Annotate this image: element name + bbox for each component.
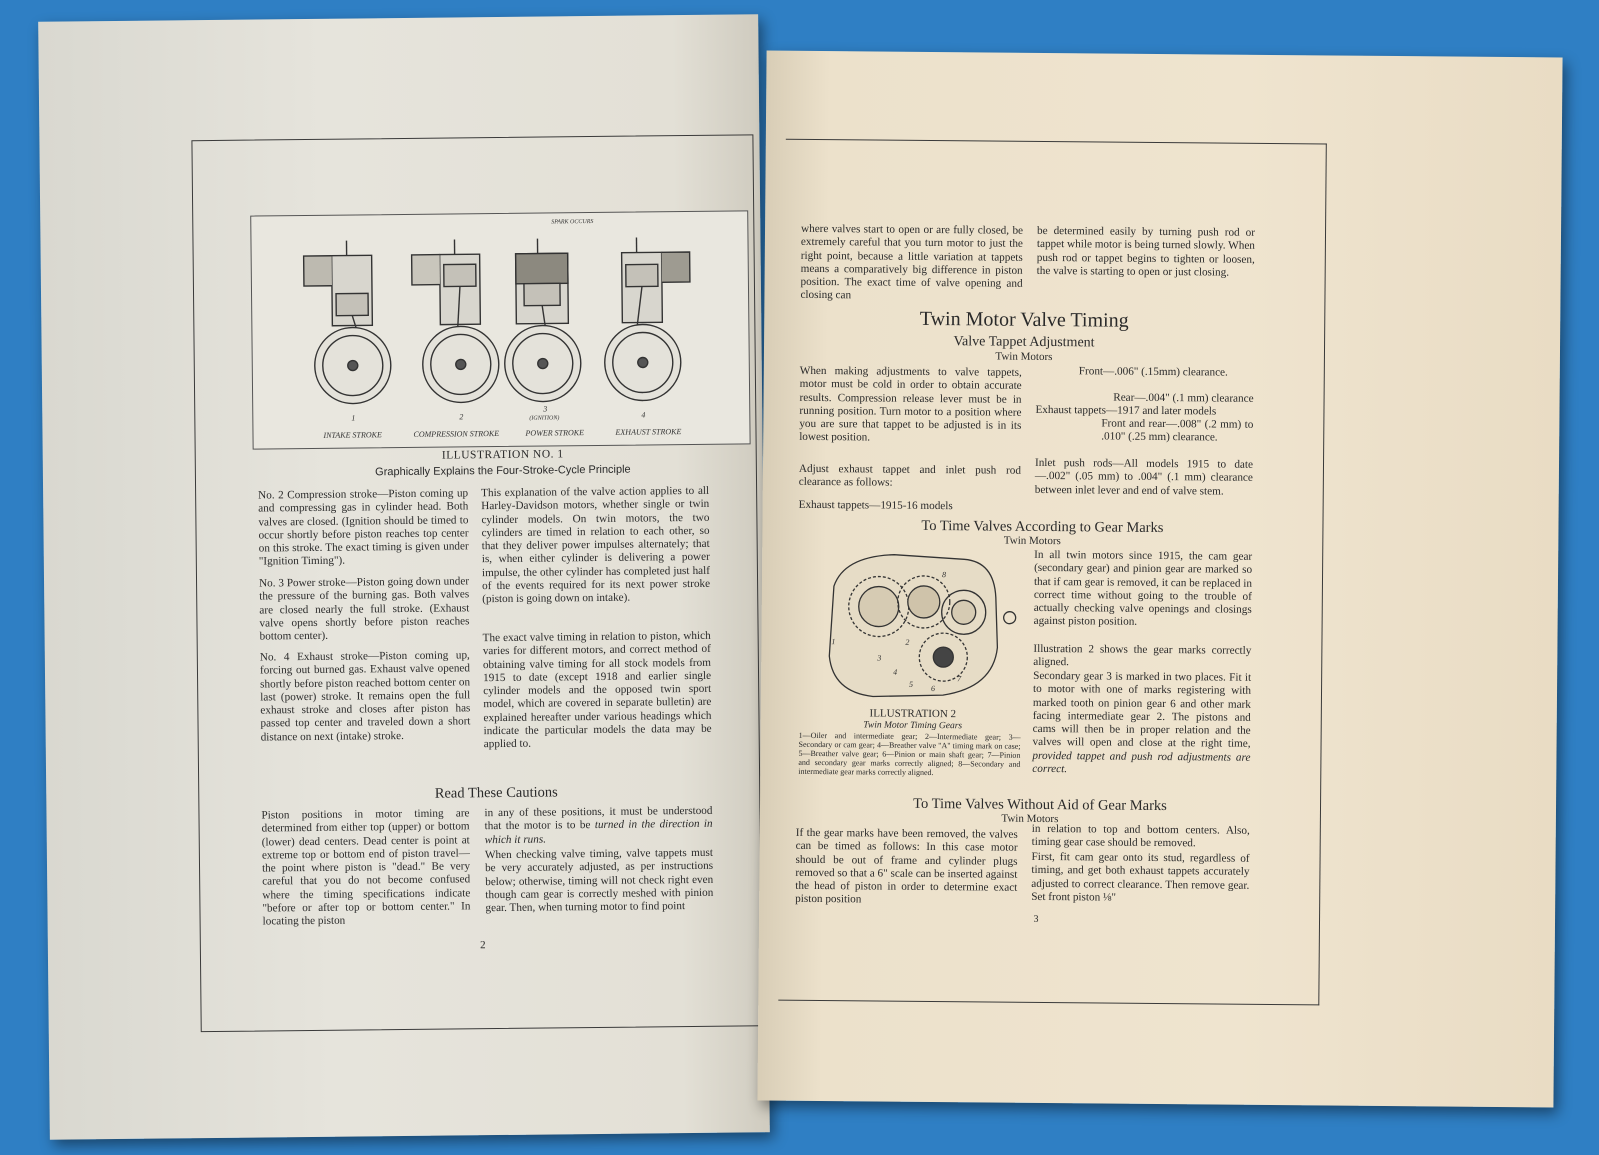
right-page [757, 51, 1562, 1108]
stroke-number-2: 2 [459, 412, 464, 422]
cautions-paragraph-1: Piston positions in motor timing are determined from either top (upper) or bottom (lower) dead centers. Dead center is point at extreme top or bottom end of piston travel—the point where piston is "dead." Be very careful that you do not become confused where the timing specifications indicate "before or after top or bottom center." In locating the piston [261, 807, 471, 928]
gear-marks-paragraph-2: Illustration 2 shows the gear marks correctly aligned. [1033, 642, 1252, 669]
gear-number-4: 4 [893, 667, 898, 677]
page-number-left: 2 [480, 939, 486, 952]
gear-marks-heading: To Time Valves According to Gear Marks [921, 517, 1164, 537]
valve-tappet-adjustment-heading: Valve Tappet Adjustment [953, 334, 1095, 351]
illustration-2-caption: 1—Oiler and intermediate gear; 2—Intermediate gear; 3—Secondary or cam gear; 4—Breather valve "A" timing mark on case; 5—Breather valve gear; 6—Pinion or main shaft gear; 7—Pinion and secondary gear marks correctly aligned; 8—Secondary and intermediate gear marks correctly aligned. [798, 730, 1021, 778]
valve-timing-paragraph: The exact valve timing in relation to piston, which varies for different motors, and correct method of obtaining valve timing for all stock models from 1915 to date (except 1918 and earlier single cylinder models and the opposed twin sport model, which are covered in separate bulletin) are explained hereafter under various headings which indicate the particular models the data may be applied to. [482, 629, 712, 751]
twin-motors-subheading: Twin Motors [995, 350, 1053, 364]
ignition-label: (IGNITION) [529, 415, 560, 422]
illustration-1-title: ILLUSTRATION NO. 1 [441, 448, 564, 462]
compression-stroke-paragraph: No. 2 Compression stroke—Piston coming up and compressing gas in cylinder head. Both valves are closed. (Ignition should be timed to occur shortly before piston reaches top center on this stroke. The exact timing is given under "Ignition Timing"). [258, 487, 469, 569]
four-stroke-drawing [251, 211, 749, 448]
rear-clearance: Rear—.004" (.1 mm) clearance [1113, 391, 1254, 405]
intake-stroke-label: INTAKE STROKE [323, 430, 382, 440]
gear-number-2: 2 [905, 637, 910, 647]
gear-number-1: 1 [831, 637, 836, 647]
gear-number-7: 7 [957, 674, 962, 684]
exhaust-tappets-1917: Exhaust tappets—1917 and later models [1035, 403, 1217, 418]
power-stroke-paragraph: No. 3 Power stroke—Piston going down under the pressure of the burning gas. Both valves are closed nearly the full stroke. (Exhaust valve opens shortly before piston reaches bottom center). [258, 575, 470, 643]
cautions-emphasis: turned in the direction in which it runs. [484, 818, 713, 846]
gear-number-5: 5 [909, 679, 914, 689]
illustration-2-subtitle: Twin Motor Timing Gears [863, 720, 963, 732]
gear-marks-paragraph-3 [1032, 670, 1251, 778]
push-rod-paragraph: be determined easily by turning push rod or tappet while motor is being turned slowly. When push rod or tappet begins to tighten or loosen, the valve is starting to open or just closing. [1036, 224, 1256, 279]
stroke-number-3: 3 [543, 404, 548, 414]
tappet-adjustment-paragraph: When making adjustments to valve tappets, motor must be cold in order to obtain accurate results. Compression release lever must be in running position. Turn motor to a position where you are sure that tappet to be adjusted is in its lowest position. [799, 364, 1022, 444]
page-number-right: 3 [1033, 913, 1039, 925]
gear-number-8: 8 [941, 570, 947, 580]
compression-stroke-label: COMPRESSION STROKE [413, 428, 500, 439]
without-gear-marks-paragraph: If the gear marks have been removed, the valves can be timed as follows: In this case motor should be out of frame and cylinder plugs removed so that a 6" scale can be inserted against the head of piston in order to determine exact piston position [795, 826, 1018, 906]
secondary-gear-text: Secondary gear 3 is marked in two places. Fit it to motor with one of marks registering with marked tooth on pinion gear 6 and other mark facing intermediate gear 2. The pistons and cams will then be in proper relation and the valves will open and close at the right time, [1032, 669, 1252, 751]
exhaust-tappet-intro: Adjust exhaust tappet and inlet push rod clearance as follows: [798, 462, 1021, 489]
stroke-number-4: 4 [641, 410, 646, 420]
valve-checking-paragraph: When checking valve timing, valve tappets must be very accurately adjusted, as per instructions below; otherwise, timing will not check right even though cam gear is correctly meshed with pinion gear. Then, when turning motor to find point [484, 846, 714, 915]
secondary-gear-emphasis: provided tappet and push rod adjustments are correct. [1032, 749, 1251, 776]
cautions-paragraph-2 [484, 805, 712, 847]
valve-action-paragraph: This explanation of the valve action applies to all Harley-Davidson motors, whether single or twin cylinder models. On twin motors, the two cylinders are timed in relation to each other, so that they deliver power impulses alternately; that is, when either cylinder is delivering a power impulse, the other cylinder has completed just half of the events required for its next power stroke (piston is going down on intake). [481, 484, 711, 606]
front-and-rear-clearance: Front and rear—.008" (.2 mm) to .010" (.25 mm) clearance. [1101, 417, 1254, 444]
illustration-2-title: ILLUSTRATION 2 [869, 707, 957, 721]
twin-motor-valve-timing-heading: Twin Motor Valve Timing [919, 307, 1129, 332]
stroke-number-1: 1 [351, 413, 356, 423]
gear-number-6: 6 [930, 684, 936, 694]
gear-number-3: 3 [877, 653, 882, 663]
without-gear-marks-subheading: Twin Motors [1001, 812, 1059, 826]
timing-gears-drawing [813, 546, 1024, 703]
exhaust-tappets-1915-16: Exhaust tappets—1915-16 models [798, 498, 953, 513]
front-clearance: Front—.006" (.15mm) clearance. [1078, 365, 1228, 379]
power-stroke-label: POWER STROKE [525, 428, 584, 438]
inlet-push-rods: Inlet push rods—All models 1915 to date —.002" (.05 mm) to .004" (.1 mm) clearance between inlet lever and end of valve stem. [1034, 456, 1254, 498]
tappet-caution-paragraph: where valves start to open or are fully closed, be extremely careful that you turn motor to just the right point, because a little variation at tappets means a comparatively big difference in piston position. The exact time of valve opening and closing can [800, 222, 1024, 302]
four-stroke-illustration [250, 210, 750, 449]
timing-gear-case-paragraph: in relation to top and bottom centers. Also, timing gear case should be removed. [1031, 822, 1250, 850]
gear-marks-paragraph-1: In all twin motors since 1915, the cam gear (secondary gear) and pinion gear are marked so that if cam gear is removed, it can be replaced in correct time without going to the trouble of actually checking valve openings and closings against piston position. [1033, 548, 1253, 629]
without-gear-marks-heading: To Time Valves Without Aid of Gear Marks [913, 795, 1167, 815]
cautions-text: in any of these positions, it must be understood that the motor is to be [484, 804, 713, 833]
exhaust-stroke-label: EXHAUST STROKE [615, 427, 682, 437]
left-page [38, 14, 770, 1139]
spark-occurs-label: SPARK OCCURS [551, 218, 594, 226]
gear-marks-subheading: Twin Motors [1003, 534, 1061, 548]
cam-gear-paragraph: First, fit cam gear onto its stud, regardless of timing, and get both exhaust tappets accurately adjusted to correct clearance. Then remove gear. Set front piston ⅛" [1031, 850, 1250, 904]
exhaust-stroke-paragraph: No. 4 Exhaust stroke—Piston coming up, forcing out burned gas. Exhaust valve opened shortly before piston reached bottom center on last (power) stroke. It remains open the full exhaust stroke and closes after piston has passed top center and traveled down a short distance on next (intake) stroke. [259, 649, 471, 744]
illustration-1-subtitle: Graphically Explains the Four-Stroke-Cycle Principle [375, 463, 631, 479]
cautions-heading: Read These Cautions [434, 784, 558, 802]
